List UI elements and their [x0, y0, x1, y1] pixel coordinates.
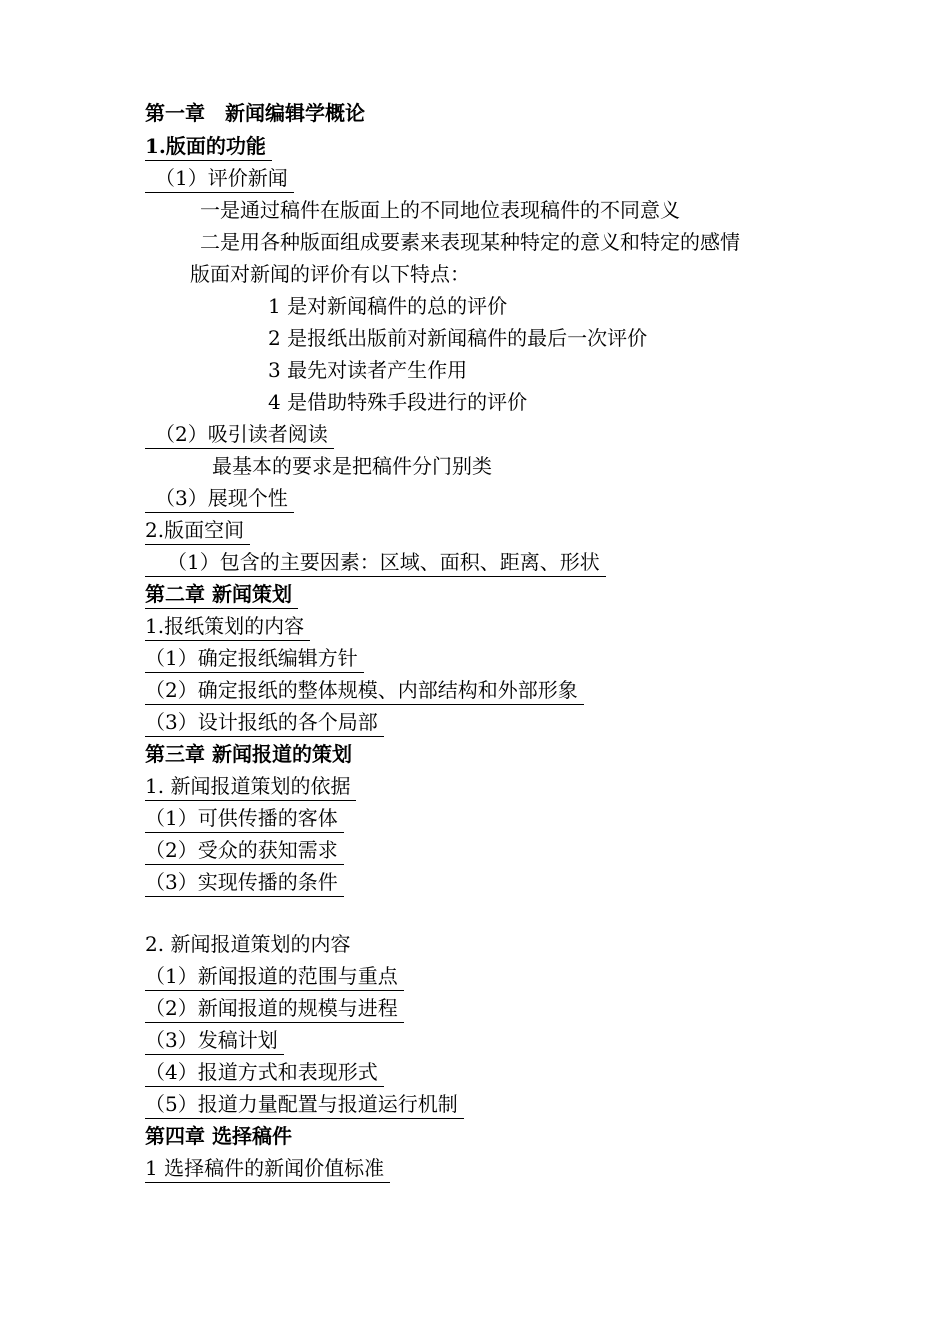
- list-item: （1）新闻报道的范围与重点: [145, 964, 404, 988]
- text-line: 一是通过稿件在版面上的不同地位表现稿件的不同意义: [200, 198, 680, 222]
- item-evaluate-news: （1）评价新闻: [145, 166, 294, 190]
- list-item: （1）确定报纸编辑方针: [145, 646, 364, 670]
- list-item: （2）新闻报道的规模与进程: [145, 996, 404, 1020]
- list-item: （3）实现传播的条件: [145, 870, 344, 894]
- list-item: 2 是报纸出版前对新闻稿件的最后一次评价: [268, 326, 648, 350]
- chapter-3-heading: 第三章 新闻报道的策划: [145, 742, 352, 766]
- list-item: （4）报道方式和表现形式: [145, 1060, 384, 1084]
- chapter-1-heading: 第一章 新闻编辑学概论: [145, 101, 365, 125]
- list-item: （2）确定报纸的整体规模、内部结构和外部形象: [145, 678, 584, 702]
- list-item: 3 最先对读者产生作用: [268, 358, 468, 382]
- list-item: （2）受众的获知需求: [145, 838, 344, 862]
- list-item: （3）设计报纸的各个局部: [145, 710, 384, 734]
- section-3-2-heading: 2. 新闻报道策划的内容: [145, 932, 351, 956]
- item-layout-factors: （1）包含的主要因素：区域、面积、距离、形状: [145, 550, 606, 574]
- list-item: （1）可供传播的客体: [145, 806, 344, 830]
- section-4-1-heading: 1 选择稿件的新闻价值标准: [145, 1156, 390, 1180]
- section-2-1-heading: 1.报纸策划的内容: [145, 614, 310, 638]
- item-attract-readers: （2）吸引读者阅读: [145, 422, 334, 446]
- list-item: （5）报道力量配置与报道运行机制: [145, 1092, 464, 1116]
- chapter-2-heading: 第二章 新闻策划: [145, 582, 298, 606]
- text-line: 最基本的要求是把稿件分门别类: [212, 454, 492, 478]
- section-1-2-heading: 2.版面空间: [145, 518, 250, 542]
- text-line: 二是用各种版面组成要素来表现某种特定的意义和特定的感情: [200, 230, 740, 254]
- list-item: 4 是借助特殊手段进行的评价: [268, 390, 528, 414]
- section-1-1-heading: 1.版面的功能: [145, 134, 272, 158]
- list-item: 1 是对新闻稿件的总的评价: [268, 294, 508, 318]
- item-show-personality: （3）展现个性: [145, 486, 294, 510]
- text-line: 版面对新闻的评价有以下特点：: [190, 262, 470, 286]
- list-item: （3）发稿计划: [145, 1028, 284, 1052]
- section-3-1-heading: 1. 新闻报道策划的依据: [145, 774, 356, 798]
- chapter-4-heading: 第四章 选择稿件: [145, 1124, 292, 1148]
